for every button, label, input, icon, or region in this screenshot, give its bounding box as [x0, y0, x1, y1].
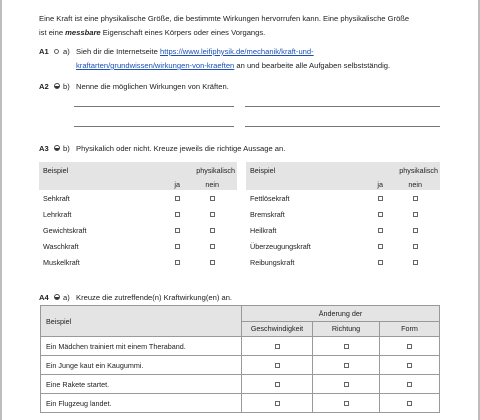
- intro-text: [39, 12, 409, 40]
- checkbox-direction[interactable]: [313, 394, 380, 413]
- a4-col-example: Beispiel: [41, 306, 242, 337]
- a3-right-example: Reibungskraft: [250, 257, 295, 267]
- a3-table-left: [39, 162, 237, 270]
- table-row: [41, 375, 440, 394]
- a4-example: Ein Mädchen trainiert mit einem Theraband.: [41, 337, 242, 356]
- a3-right-subheader-row: [246, 178, 440, 190]
- checkbox-nein[interactable]: [390, 190, 440, 206]
- task-a3-label: A3: [39, 144, 49, 153]
- task-a1-text-start: Sieh dir die Internetseite: [76, 47, 161, 56]
- checkbox-nein[interactable]: [390, 206, 440, 222]
- checkbox-ja[interactable]: [370, 190, 390, 206]
- table-row: [246, 190, 440, 206]
- task-a1-link-1[interactable]: https://www.leifiphysik.de/mechanik/kraft-und-: [160, 47, 314, 56]
- a3-right-example: Fettlösekraft: [250, 193, 290, 203]
- checkbox-form[interactable]: [380, 394, 440, 413]
- a3-left-rows: [39, 190, 237, 270]
- answer-line-3[interactable]: [74, 126, 234, 127]
- task-a1-circle-icon[interactable]: [54, 46, 59, 55]
- checkbox-ja[interactable]: [370, 206, 390, 222]
- checkbox-nein[interactable]: [390, 238, 440, 254]
- checkbox-nein[interactable]: [390, 222, 440, 238]
- task-a4-part: a): [63, 293, 70, 302]
- a3-table-right: [246, 162, 440, 270]
- task-a1-label: A1: [39, 47, 49, 56]
- checkbox-form[interactable]: [380, 375, 440, 394]
- a4-col-change: Änderung der: [242, 306, 440, 322]
- intro-line-2: [39, 26, 409, 40]
- a3-right-col-phys: physikalisch: [399, 165, 438, 175]
- task-a4-text: Kreuze die zutreffende(n) Kraftwirkung(en) an.: [76, 293, 233, 302]
- checkbox-speed[interactable]: [242, 394, 313, 413]
- a3-left-example: Waschkraft: [43, 241, 79, 251]
- a3-right-col-example: Beispiel: [250, 165, 276, 175]
- a3-right-example: Bremskraft: [250, 209, 285, 219]
- a4-rows: [41, 337, 440, 413]
- checkbox-ja[interactable]: [370, 222, 390, 238]
- checkbox-ja[interactable]: [167, 222, 187, 238]
- table-row: [41, 394, 440, 413]
- table-row: [246, 254, 440, 270]
- checkbox-nein[interactable]: [187, 254, 237, 270]
- task-a3-text: Physikalich oder nicht. Kreuze jeweils die richtige Aussage an.: [76, 144, 286, 153]
- intro-line-1: Eine Kraft ist eine physikalische Größe, die bestimmte Wirkungen hervorrufen kann. Eine physikalische Größe: [39, 14, 410, 23]
- checkbox-ja[interactable]: [167, 206, 187, 222]
- task-a1-text-line-2: [76, 61, 390, 70]
- task-a4-halfcircle-icon: [54, 292, 60, 301]
- a3-left-example: Sehkraft: [43, 193, 70, 203]
- checkbox-speed[interactable]: [242, 337, 313, 356]
- task-a2-part: b): [63, 82, 70, 91]
- a4-col-speed: Geschwindigkeit: [242, 321, 313, 337]
- table-row: [246, 238, 440, 254]
- checkbox-nein[interactable]: [187, 206, 237, 222]
- a3-right-subheader-blank: [246, 178, 370, 190]
- intro-line-2-start: ist eine: [39, 28, 66, 37]
- a3-right-example: Heilkraft: [250, 225, 277, 235]
- table-row: [41, 356, 440, 375]
- a4-example: Eine Rakete startet.: [41, 375, 242, 394]
- a3-left-example: Muskelkraft: [43, 257, 80, 267]
- task-a4-label: A4: [39, 293, 49, 302]
- a3-right-rows: [246, 190, 440, 270]
- table-row: [39, 254, 237, 270]
- a3-right-col-nein: nein: [408, 179, 422, 189]
- checkbox-nein[interactable]: [390, 254, 440, 270]
- checkbox-ja[interactable]: [167, 254, 187, 270]
- table-row: [39, 238, 237, 254]
- task-a2-text: Nenne die möglichen Wirkungen von Kräften.: [76, 82, 229, 91]
- task-a3-halfcircle-icon: [54, 143, 60, 152]
- a3-left-subheader-row: [39, 178, 237, 190]
- a3-left-col-example: Beispiel: [43, 165, 69, 175]
- task-a1-link-2[interactable]: kraftarten/grundwissen/wirkungen-von-kraeften: [76, 61, 235, 70]
- page-border-left: [0, 0, 2, 420]
- task-a2-halfcircle-icon: [54, 81, 60, 90]
- checkbox-direction[interactable]: [313, 337, 380, 356]
- table-row: [246, 222, 440, 238]
- checkbox-speed[interactable]: [242, 356, 313, 375]
- answer-line-4[interactable]: [245, 126, 440, 127]
- checkbox-direction[interactable]: [313, 375, 380, 394]
- a3-right-col-ja: ja: [377, 179, 384, 189]
- table-row: [39, 206, 237, 222]
- a4-col-direction: Richtung: [313, 321, 380, 337]
- task-a1-text: [76, 47, 314, 56]
- intro-emphasis: messbare: [65, 28, 101, 37]
- a3-left-col-phys: physikalisch: [196, 165, 235, 175]
- answer-line-1[interactable]: [74, 106, 234, 107]
- a4-example: Ein Flugzeug landet.: [41, 394, 242, 413]
- checkbox-ja[interactable]: [167, 238, 187, 254]
- table-row: [39, 222, 237, 238]
- a3-right-header-row: [246, 162, 440, 178]
- table-row: [41, 337, 440, 356]
- task-a2-label: A2: [39, 82, 49, 91]
- checkbox-nein[interactable]: [187, 222, 237, 238]
- task-a3-part: b): [63, 144, 70, 153]
- checkbox-speed[interactable]: [242, 375, 313, 394]
- a3-left-example: Gewichtskraft: [43, 225, 87, 235]
- a3-left-subheader-blank: [39, 178, 167, 190]
- a3-left-col-nein: nein: [205, 179, 219, 189]
- checkbox-direction[interactable]: [313, 356, 380, 375]
- checkbox-form[interactable]: [380, 337, 440, 356]
- checkbox-ja[interactable]: [370, 238, 390, 254]
- checkbox-ja[interactable]: [370, 254, 390, 270]
- a4-table: [40, 305, 440, 413]
- a4-header-row: [41, 306, 440, 322]
- checkbox-form[interactable]: [380, 356, 440, 375]
- a3-left-header-row: [39, 162, 237, 178]
- checkbox-nein[interactable]: [187, 190, 237, 206]
- answer-line-2[interactable]: [245, 106, 440, 107]
- a4-example: Ein Junge kaut ein Kaugummi.: [41, 356, 242, 375]
- a3-left-col-ja: ja: [174, 179, 181, 189]
- a3-left-example: Lehrkraft: [43, 209, 72, 219]
- checkbox-ja[interactable]: [167, 190, 187, 206]
- task-a1-text-end: an und bearbeite alle Aufgaben selbstständig.: [234, 61, 391, 70]
- a3-right-example: Überzeugungskraft: [250, 241, 311, 251]
- intro-line-2-end: Eigenschaft eines Körpers oder eines Vorgangs.: [100, 28, 266, 37]
- task-a1-part: a): [63, 47, 70, 56]
- checkbox-nein[interactable]: [187, 238, 237, 254]
- a4-col-form: Form: [380, 321, 440, 337]
- table-row: [246, 206, 440, 222]
- table-row: [39, 190, 237, 206]
